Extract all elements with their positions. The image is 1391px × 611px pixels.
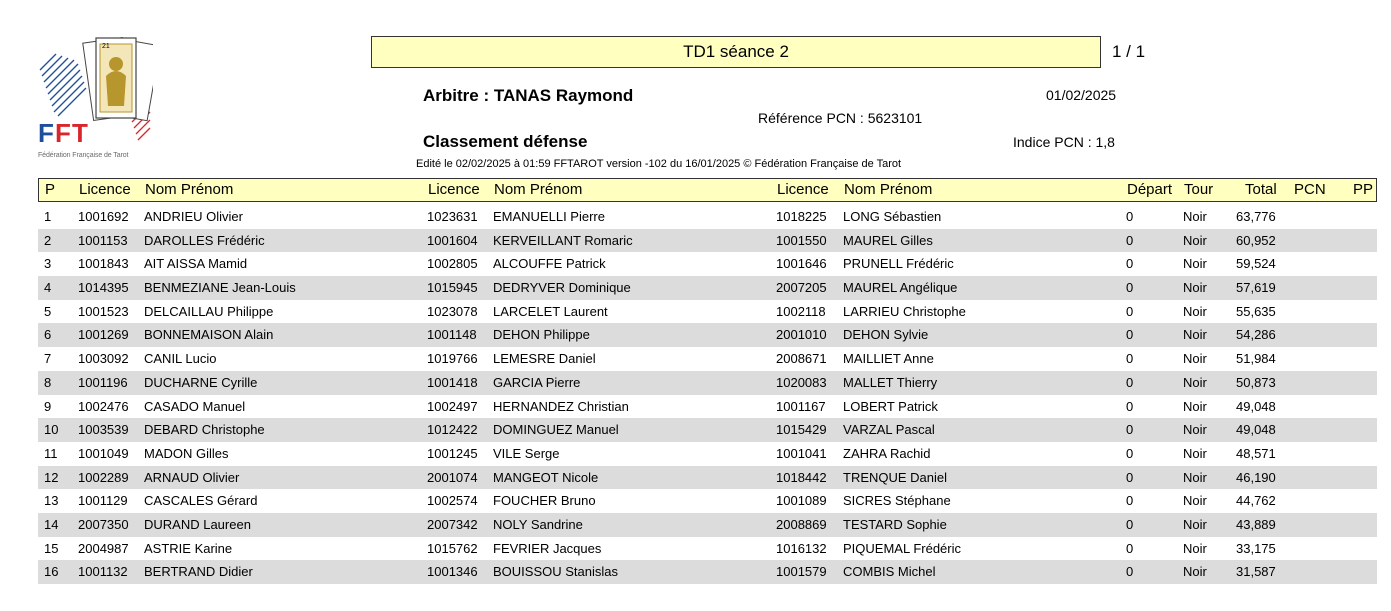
cell-rank: 6 bbox=[44, 327, 52, 343]
cell-nom-3: COMBIS Michel bbox=[843, 564, 936, 580]
cell-nom-2: HERNANDEZ Christian bbox=[493, 398, 629, 414]
cell-nom-1: ARNAUD Olivier bbox=[144, 469, 240, 485]
table-row bbox=[38, 229, 1377, 253]
cell-depart: 0 bbox=[1126, 493, 1134, 509]
cell-tour: Noir bbox=[1183, 564, 1207, 580]
table-row bbox=[38, 205, 1377, 229]
cell-tour: Noir bbox=[1183, 445, 1207, 461]
table-row bbox=[38, 442, 1377, 466]
cell-rank: 8 bbox=[44, 374, 52, 390]
col-depart: Départ bbox=[1127, 181, 1173, 198]
cell-licence-1: 2007350 bbox=[78, 516, 129, 532]
cell-tour: Noir bbox=[1183, 422, 1207, 438]
cell-total: 60,952 bbox=[1236, 232, 1276, 248]
cell-nom-3: VARZAL Pascal bbox=[843, 422, 935, 438]
cell-licence-3: 1018225 bbox=[776, 209, 827, 224]
cell-tour: Noir bbox=[1183, 351, 1207, 367]
edition-info: Edité le 02/02/2025 à 01:59 FFTAROT version -102 du 16/01/2025 © Fédération Française de Tarot bbox=[416, 158, 902, 170]
cell-licence-1: 1001843 bbox=[78, 256, 129, 272]
cell-total: 51,984 bbox=[1236, 351, 1276, 367]
cell-nom-2: LARCELET Laurent bbox=[493, 303, 608, 319]
col-licence-2: Licence bbox=[428, 181, 480, 198]
cell-depart: 0 bbox=[1126, 374, 1134, 390]
cell-total: 46,190 bbox=[1236, 469, 1276, 485]
cell-licence-2: 1002805 bbox=[427, 256, 478, 272]
cell-nom-2: EMANUELLI Pierre bbox=[493, 209, 605, 224]
cell-licence-2: 1012422 bbox=[427, 422, 478, 438]
cell-licence-2: 1015762 bbox=[427, 540, 478, 556]
cell-total: 33,175 bbox=[1236, 540, 1276, 556]
cell-nom-3: TESTARD Sophie bbox=[843, 516, 947, 532]
col-nom-2: Nom Prénom bbox=[494, 181, 583, 198]
col-pcn: PCN bbox=[1294, 181, 1326, 198]
cell-depart: 0 bbox=[1126, 469, 1134, 485]
session-title-box bbox=[371, 36, 1101, 68]
arbitre-label: Arbitre : TANAS Raymond bbox=[423, 86, 634, 105]
cell-total: 55,635 bbox=[1236, 303, 1276, 319]
table-row bbox=[38, 323, 1377, 347]
cell-tour: Noir bbox=[1183, 256, 1207, 272]
table-row bbox=[38, 537, 1377, 561]
cell-licence-1: 1014395 bbox=[78, 280, 129, 296]
cell-total: 43,889 bbox=[1236, 516, 1276, 532]
cell-licence-3: 1016132 bbox=[776, 540, 827, 556]
cell-rank: 12 bbox=[44, 469, 59, 485]
cell-rank: 13 bbox=[44, 493, 59, 509]
cell-nom-3: LONG Sébastien bbox=[843, 209, 942, 224]
cell-nom-3: MAUREL Angélique bbox=[843, 280, 958, 296]
svg-text:F: F bbox=[38, 118, 54, 148]
cell-licence-1: 1001196 bbox=[78, 374, 128, 390]
cell-nom-2: LEMESRE Daniel bbox=[493, 351, 596, 367]
cell-depart: 0 bbox=[1126, 232, 1134, 248]
cell-licence-3: 1002118 bbox=[776, 303, 826, 319]
cell-licence-1: 1001153 bbox=[78, 232, 128, 248]
cell-nom-2: VILE Serge bbox=[493, 445, 560, 461]
cell-nom-1: BERTRAND Didier bbox=[144, 564, 253, 580]
cell-depart: 0 bbox=[1126, 256, 1134, 272]
cell-tour: Noir bbox=[1183, 280, 1207, 296]
cell-nom-1: DELCAILLAU Philippe bbox=[144, 303, 274, 319]
cell-rank: 7 bbox=[44, 351, 52, 367]
cell-nom-3: PIQUEMAL Frédéric bbox=[843, 540, 961, 556]
cell-licence-2: 1023078 bbox=[427, 303, 478, 319]
table-row bbox=[38, 466, 1377, 490]
cell-depart: 0 bbox=[1126, 209, 1134, 224]
col-p: P bbox=[45, 181, 56, 198]
cell-nom-1: CANIL Lucio bbox=[144, 351, 217, 367]
cell-depart: 0 bbox=[1126, 445, 1134, 461]
cell-rank: 3 bbox=[44, 256, 52, 272]
cell-licence-1: 1001049 bbox=[78, 445, 129, 461]
cell-nom-3: LARRIEU Christophe bbox=[843, 303, 966, 319]
cell-rank: 15 bbox=[44, 540, 59, 556]
cell-total: 54,286 bbox=[1236, 327, 1276, 343]
cell-depart: 0 bbox=[1126, 280, 1134, 296]
cell-total: 50,873 bbox=[1236, 374, 1276, 390]
cell-total: 44,762 bbox=[1236, 493, 1276, 509]
session-date: 01/02/2025 bbox=[1046, 87, 1117, 103]
table-row bbox=[38, 489, 1377, 513]
cell-nom-3: LOBERT Patrick bbox=[843, 398, 938, 414]
cell-nom-1: DEBARD Christophe bbox=[144, 422, 265, 438]
col-nom-3: Nom Prénom bbox=[844, 181, 933, 198]
col-licence-1: Licence bbox=[79, 181, 131, 198]
cell-depart: 0 bbox=[1126, 351, 1134, 367]
cell-licence-2: 1023631 bbox=[427, 209, 478, 224]
table-row bbox=[38, 418, 1377, 442]
cell-licence-1: 2004987 bbox=[78, 540, 129, 556]
cell-licence-1: 1001129 bbox=[78, 493, 128, 509]
cell-rank: 4 bbox=[44, 280, 52, 296]
table-row bbox=[38, 276, 1377, 300]
cell-nom-1: DURAND Laureen bbox=[144, 516, 251, 532]
col-licence-3: Licence bbox=[777, 181, 829, 198]
cell-total: 48,571 bbox=[1236, 445, 1276, 461]
cell-licence-3: 1001550 bbox=[776, 232, 827, 248]
page-number: 1 / 1 bbox=[1112, 42, 1146, 61]
svg-text:F: F bbox=[55, 118, 71, 148]
cell-licence-2: 1001418 bbox=[427, 374, 478, 390]
svg-text:T: T bbox=[72, 118, 88, 148]
cell-depart: 0 bbox=[1126, 398, 1134, 414]
cell-licence-3: 2007205 bbox=[776, 280, 827, 296]
cell-depart: 0 bbox=[1126, 327, 1134, 343]
cell-licence-1: 1002476 bbox=[78, 398, 129, 414]
cell-licence-2: 1001346 bbox=[427, 564, 478, 580]
table-row bbox=[38, 347, 1377, 371]
cell-licence-3: 1001089 bbox=[776, 493, 827, 509]
cell-total: 59,524 bbox=[1236, 256, 1276, 272]
cell-nom-3: MAUREL Gilles bbox=[843, 232, 933, 248]
cell-tour: Noir bbox=[1183, 327, 1207, 343]
cell-tour: Noir bbox=[1183, 469, 1207, 485]
cell-nom-3: PRUNELL Frédéric bbox=[843, 256, 954, 272]
cell-depart: 0 bbox=[1126, 564, 1134, 580]
cell-rank: 9 bbox=[44, 398, 52, 414]
classement-title: Classement défense bbox=[423, 132, 588, 151]
cell-licence-3: 1001041 bbox=[776, 445, 827, 461]
cell-nom-2: NOLY Sandrine bbox=[493, 516, 583, 532]
cell-tour: Noir bbox=[1183, 493, 1207, 509]
session-title: TD1 séance 2 bbox=[683, 42, 789, 61]
cell-licence-2: 2001074 bbox=[427, 469, 478, 485]
cell-licence-3: 1015429 bbox=[776, 422, 827, 438]
cell-licence-3: 2008869 bbox=[776, 516, 827, 532]
cell-nom-3: TRENQUE Daniel bbox=[843, 469, 948, 485]
cell-nom-2: DOMINGUEZ Manuel bbox=[493, 422, 619, 438]
cell-licence-2: 1002574 bbox=[427, 493, 478, 509]
cell-licence-1: 1003092 bbox=[78, 351, 129, 367]
cell-nom-3: DEHON Sylvie bbox=[843, 327, 929, 343]
cell-nom-2: MANGEOT Nicole bbox=[493, 469, 599, 485]
cell-licence-2: 1002497 bbox=[427, 398, 478, 414]
cell-licence-3: 1001167 bbox=[776, 398, 826, 414]
cell-licence-1: 1001523 bbox=[78, 303, 129, 319]
cell-nom-3: SICRES Stéphane bbox=[843, 493, 951, 509]
indice-pcn: Indice PCN : 1,8 bbox=[1013, 134, 1115, 150]
cell-tour: Noir bbox=[1183, 516, 1207, 532]
cell-licence-1: 1002289 bbox=[78, 469, 129, 485]
cell-rank: 11 bbox=[44, 445, 58, 461]
cell-rank: 2 bbox=[44, 232, 52, 248]
cell-depart: 0 bbox=[1126, 422, 1134, 438]
table-row bbox=[38, 513, 1377, 537]
table-header bbox=[38, 178, 1377, 202]
cell-depart: 0 bbox=[1126, 516, 1134, 532]
cell-licence-1: 1003539 bbox=[78, 422, 129, 438]
reference-pcn: Référence PCN : 5623101 bbox=[758, 110, 923, 126]
cell-rank: 10 bbox=[44, 422, 59, 438]
cell-nom-1: MADON Gilles bbox=[144, 445, 229, 461]
cell-depart: 0 bbox=[1126, 540, 1134, 556]
table-row bbox=[38, 371, 1377, 395]
cell-nom-1: BENMEZIANE Jean-Louis bbox=[144, 280, 296, 296]
cell-licence-1: 1001269 bbox=[78, 327, 129, 343]
cell-licence-1: 1001692 bbox=[78, 209, 129, 224]
cell-licence-3: 2001010 bbox=[776, 327, 827, 343]
cell-tour: Noir bbox=[1183, 398, 1207, 414]
cell-nom-1: DAROLLES Frédéric bbox=[144, 232, 265, 248]
cell-nom-2: GARCIA Pierre bbox=[493, 374, 581, 390]
cell-tour: Noir bbox=[1183, 540, 1207, 556]
cell-licence-3: 1020083 bbox=[776, 374, 827, 390]
cell-licence-3: 2008671 bbox=[776, 351, 827, 367]
cell-licence-1: 1001132 bbox=[78, 564, 128, 580]
col-nom-1: Nom Prénom bbox=[145, 181, 234, 198]
fft-logo bbox=[38, 36, 153, 164]
cell-nom-2: ALCOUFFE Patrick bbox=[493, 256, 606, 272]
cell-nom-2: DEDRYVER Dominique bbox=[493, 280, 631, 296]
cell-rank: 5 bbox=[44, 303, 52, 319]
cell-licence-2: 1015945 bbox=[427, 280, 478, 296]
cell-total: 49,048 bbox=[1236, 422, 1276, 438]
logo-caption: Fédération Française de Tarot bbox=[38, 152, 129, 159]
cell-total: 63,776 bbox=[1236, 209, 1276, 224]
col-pp: PP bbox=[1353, 181, 1374, 198]
cell-nom-2: FOUCHER Bruno bbox=[493, 493, 596, 509]
cell-rank: 16 bbox=[44, 564, 59, 580]
cell-licence-3: 1001646 bbox=[776, 256, 827, 272]
cell-nom-2: KERVEILLANT Romaric bbox=[493, 232, 633, 248]
cell-nom-1: ASTRIE Karine bbox=[144, 540, 233, 556]
cell-licence-3: 1001579 bbox=[776, 564, 827, 580]
table-row bbox=[38, 252, 1377, 276]
cell-licence-2: 1001604 bbox=[427, 232, 478, 248]
table-row bbox=[38, 300, 1377, 324]
cell-total: 49,048 bbox=[1236, 398, 1276, 414]
cell-licence-2: 2007342 bbox=[427, 516, 478, 532]
cell-nom-1: DUCHARNE Cyrille bbox=[144, 374, 258, 390]
cell-nom-3: ZAHRA Rachid bbox=[843, 445, 931, 461]
cell-tour: Noir bbox=[1183, 374, 1207, 390]
col-total: Total bbox=[1245, 181, 1277, 198]
cell-total: 31,587 bbox=[1236, 564, 1276, 580]
cell-total: 57,619 bbox=[1236, 280, 1276, 296]
cell-tour: Noir bbox=[1183, 209, 1207, 224]
cell-nom-1: CASADO Manuel bbox=[144, 398, 246, 414]
cell-rank: 14 bbox=[44, 516, 59, 532]
svg-text:21: 21 bbox=[102, 43, 110, 50]
cell-tour: Noir bbox=[1183, 303, 1207, 319]
col-tour: Tour bbox=[1184, 181, 1214, 198]
cell-nom-1: AIT AISSA Mamid bbox=[144, 256, 248, 272]
cell-nom-3: MALLET Thierry bbox=[843, 374, 938, 390]
cell-nom-2: DEHON Philippe bbox=[493, 327, 590, 343]
cell-licence-2: 1019766 bbox=[427, 351, 478, 367]
cell-tour: Noir bbox=[1183, 232, 1207, 248]
ranking-table-body bbox=[38, 205, 1377, 584]
table-row bbox=[38, 395, 1377, 419]
cell-licence-3: 1018442 bbox=[776, 469, 827, 485]
cell-rank: 1 bbox=[44, 209, 52, 224]
cell-nom-2: FEVRIER Jacques bbox=[493, 540, 602, 556]
cell-nom-1: BONNEMAISON Alain bbox=[144, 327, 274, 343]
table-row bbox=[38, 560, 1377, 584]
cell-nom-1: CASCALES Gérard bbox=[144, 493, 258, 509]
cell-nom-3: MAILLIET Anne bbox=[843, 351, 934, 367]
cell-licence-2: 1001148 bbox=[427, 327, 477, 343]
cell-depart: 0 bbox=[1126, 303, 1134, 319]
cell-licence-2: 1001245 bbox=[427, 445, 478, 461]
cell-nom-2: BOUISSOU Stanislas bbox=[493, 564, 618, 580]
cell-nom-1: ANDRIEU Olivier bbox=[144, 209, 243, 224]
